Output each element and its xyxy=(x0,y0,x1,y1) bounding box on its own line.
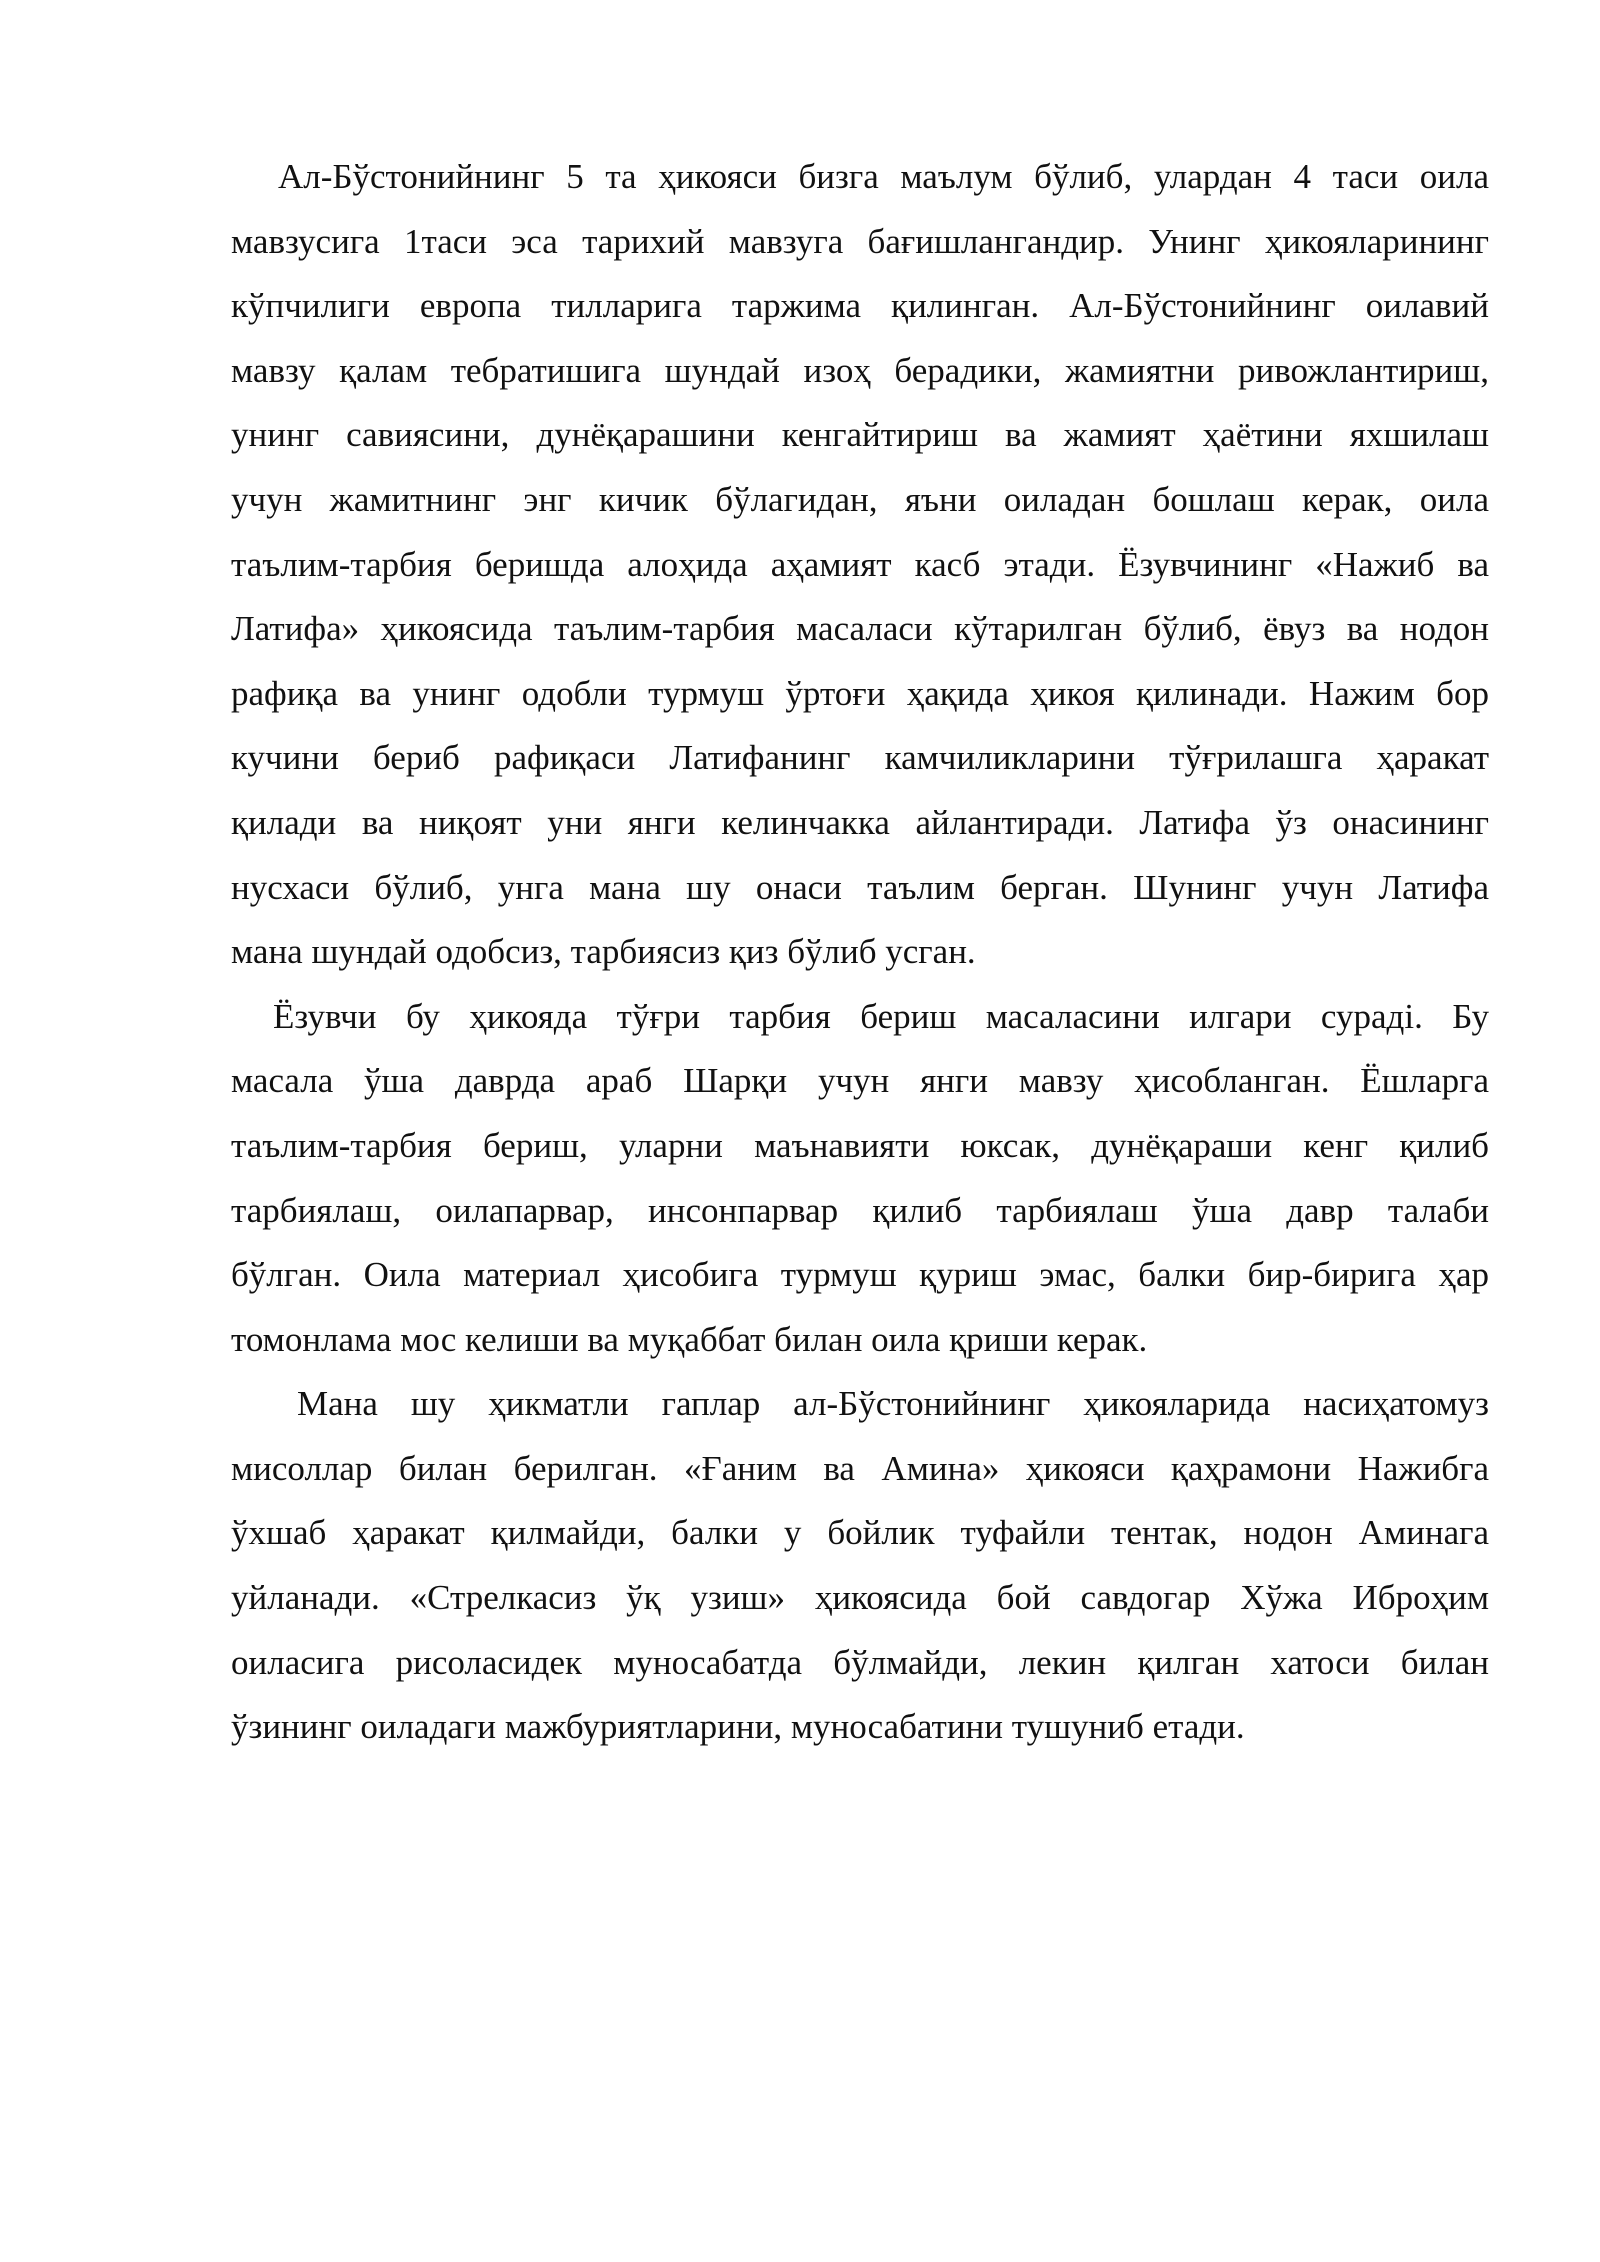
text-line: таълим-тарбия беришда алоҳида аҳамият касб этади. Ёзувчининг «Нажиб ва xyxy=(231,544,1489,584)
text-line: уйланади. «Стрелкасиз ўқ узиш» ҳикоясида бой савдогар Хўжа Иброҳим xyxy=(231,1578,1489,1618)
text-line: мисоллар билан берилган. «Ғаним ва Амина» ҳикояси қаҳрамони Нажибга xyxy=(231,1448,1489,1488)
text-line: Латифа» ҳикоясида таълим-тарбия масаласи кўтарилган бўлиб, ёвуз ва нодон xyxy=(231,609,1489,649)
text-line: қилади ва ниқоят уни янги келинчакка айлантиради. Латифа ўз онасининг xyxy=(231,802,1489,842)
paragraph-1 xyxy=(231,145,1489,985)
text-line: мавзусига 1таси эса тарихий мавзуга бағишлангандир. Унинг ҳикояларининг xyxy=(231,221,1489,261)
paragraph-2 xyxy=(231,985,1489,1373)
document-body xyxy=(231,145,1489,1760)
paragraph-3 xyxy=(231,1372,1489,1760)
text-line: оиласига рисоласидек муносабатда бўлмайди, лекин қилган хатоси билан xyxy=(231,1642,1489,1682)
text-line: кўпчилиги европа тилларига таржима қилинган. Ал-Бўстонийнинг оилавий xyxy=(231,286,1489,326)
text-line: Мана шу ҳикматли гаплар ал-Бўстонийнинг ҳикояларида насиҳатомуз xyxy=(297,1384,1489,1424)
text-line: тарбиялаш, оилапарвар, инсонпарвар қилиб тарбиялаш ўша давр талаби xyxy=(231,1190,1489,1230)
text-line: ўзининг оиладаги мажбуриятларини, муносабатини тушуниб етади. xyxy=(231,1707,1245,1747)
text-line: томонлама мос келиши ва муқаббат билан оила қриши керак. xyxy=(231,1319,1148,1359)
text-line: унинг савиясини, дунёқарашини кенгайтириш ва жамият ҳаётини яхшилаш xyxy=(231,415,1489,455)
text-line: кучини бериб рафиқаси Латифанинг камчиликларини тўғрилашга ҳаракат xyxy=(231,738,1489,778)
text-line: мана шундай одобсиз, тарбиясиз қиз бўлиб усган. xyxy=(231,932,976,972)
text-line: нусхаси бўлиб, унга мана шу онаси таълим берган. Шунинг учун Латифа xyxy=(231,867,1489,907)
text-line: ўхшаб ҳаракат қилмайди, балки у бойлик туфайли тентак, нодон Аминага xyxy=(231,1513,1489,1553)
text-line: масала ўша даврда араб Шарқи учун янги мавзу ҳисобланган. Ёшларга xyxy=(231,1061,1489,1101)
text-line: рафиқа ва унинг одобли турмуш ўртоғи ҳақида ҳикоя қилинади. Нажим бор xyxy=(231,673,1489,713)
text-line: мавзу қалам тебратишига шундай изоҳ берадики, жамиятни ривожлантириш, xyxy=(231,350,1489,390)
text-line: бўлган. Оила материал ҳисобига турмуш қуриш эмас, балки бир-бирига ҳар xyxy=(231,1255,1489,1295)
text-line: таълим-тарбия бериш, уларни маънавияти юксак, дунёқараши кенг қилиб xyxy=(231,1125,1489,1165)
text-line: Ёзувчи бу ҳикояда тўғри тарбия бериш масаласини илгари сурадi. Бу xyxy=(273,996,1489,1036)
text-line: Ал-Бўстонийнинг 5 та ҳикояси бизга маълум бўлиб, улардан 4 таси оила xyxy=(278,157,1489,196)
text-line: учун жамитнинг энг кичик бўлагидан, яъни оиладан бошлаш керак, оила xyxy=(231,479,1489,519)
